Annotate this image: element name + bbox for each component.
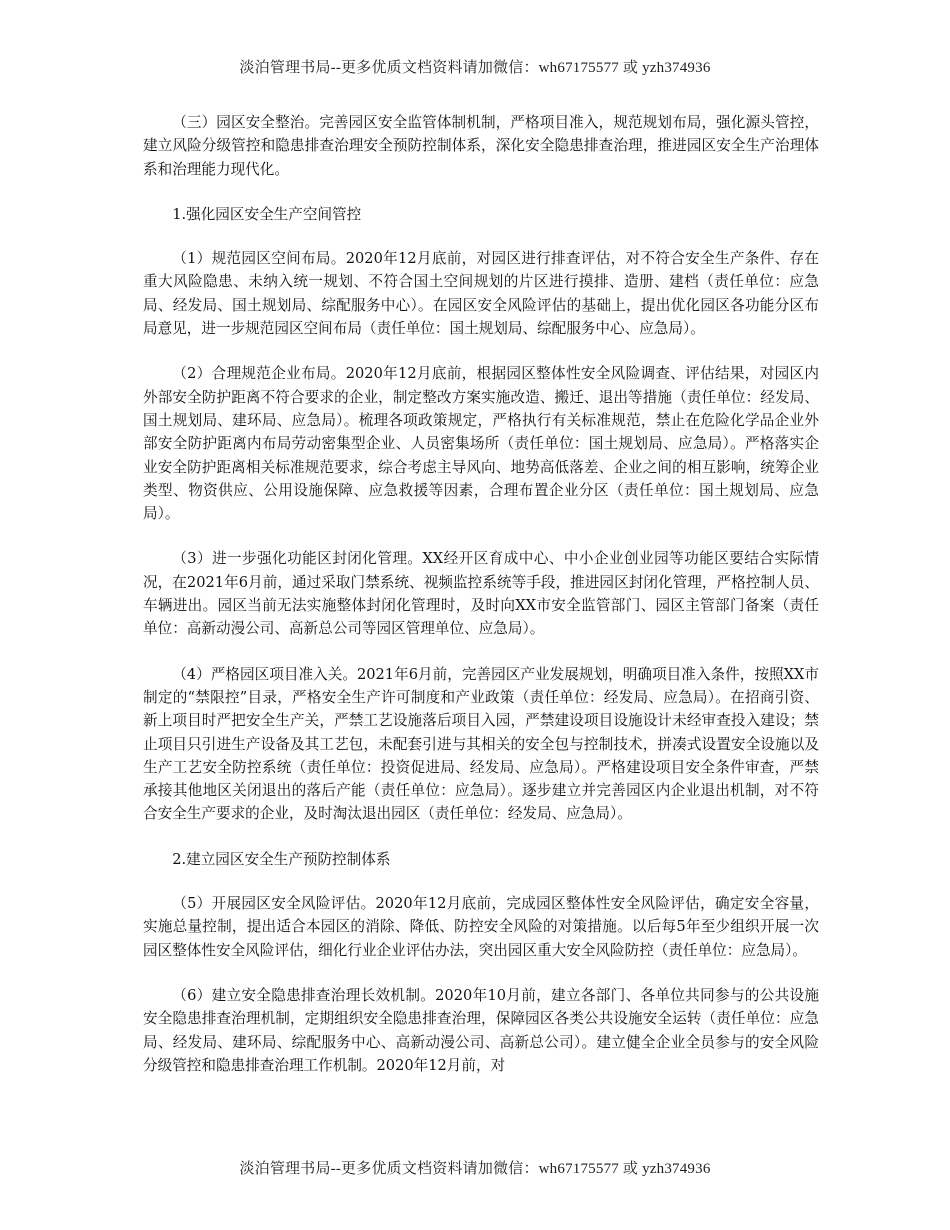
body-paragraph: （3）进一步强化功能区封闭化管理。XX经开区育成中心、中小企业创业园等功能区要结合实际情况，在2021年6月前，通过采取门禁系统、视频监控系统等手段，推进园区封闭化管理，严格控制人员、车辆进出。园区当前无法实施整体封闭化管理时，及时向XX市安全监管部门、园区主管部门备案（责任单位：高新动漫公司、高新总公司等园区管理单位、应急局）。 (143, 550, 819, 638)
page-header: 淡泊管理书局--更多优质文档资料请加微信：wh67175577 或 yzh374936 (239, 60, 711, 76)
document-body (143, 111, 819, 1099)
body-paragraph: （1）规范园区空间布局。2020年12月底前，对园区进行排查评估，对不符合安全生产条件、存在重大风险隐患、未纳入统一规划、不符合国土空间规划的片区进行摸排、造册、建档（责任单位：应急局、经发局、国土规划局、综配服务中心）。在园区安全风险评估的基础上，提出优化园区各功能分区布局意见，进一步规范园区空间布局（责任单位：国土规划局、综配服务中心、应急局）。 (143, 250, 819, 338)
body-paragraph: （4）严格园区项目准入关。2021年6月前，完善园区产业发展规划，明确项目准入条件，按照XX市制定的“禁限控”目录，严格安全生产许可制度和产业政策（责任单位：经发局、应急局）。在招商引资、新上项目时严把安全生产关，严禁工艺设施落后项目入园，严禁建设项目设施设计未经审查投入建设；禁止项目只引进生产设备及其工艺包，未配套引进与其相关的安全包与控制技术，拼凑式设置安全设施以及生产工艺安全防控系统（责任单位：投资促进局、经发局、应急局）。严格建设项目安全条件审查，严禁承接其他地区关闭退出的落后产能（责任单位：应急局）。逐步建立并完善园区内企业退出机制，对不符合安全生产要求的企业，及时淘汰退出园区（责任单位：经发局、应急局）。 (143, 665, 819, 823)
section-paragraph: （三）园区安全整治。完善园区安全监管体制机制，严格项目准入，规范规划布局，强化源头管控，建立风险分级管控和隐患排查治理安全预防控制体系，深化安全隐患排查治理，推进园区安全生产治理体系和治理能力现代化。 (143, 114, 819, 178)
page-footer: 淡泊管理书局--更多优质文档资料请加微信：wh67175577 或 yzh374936 (239, 1161, 711, 1177)
subsection-heading: 1.强化园区安全生产空间管控 (172, 205, 362, 223)
body-paragraph: （2）合理规范企业布局。2020年12月底前，根据园区整体性安全风险调查、评估结果，对园区内外部安全防护距离不符合要求的企业，制定整改方案实施改造、搬迁、退出等措施（责任单位：经发局、国土规划局、建环局、应急局）。梳理各项政策规定，严格执行有关标准规范，禁止在危险化学品企业外部安全防护距离内布局劳动密集型企业、人员密集场所（责任单位：国土规划局、应急局）。严格落实企业安全防护距离相关标准规范要求，综合考虑主导风向、地势高低落差、企业之间的相互影响，统筹企业类型、物资供应、公用设施保障、应急救援等因素，合理布置企业分区（责任单位：国土规划局、应急局）。 (143, 365, 819, 523)
body-paragraph: （5）开展园区安全风险评估。2020年12月底前，完成园区整体性安全风险评估，确定安全容量，实施总量控制，提出适合本园区的消除、降低、防控安全风险的对策措施。以后每5年至少组织开展一次园区整体性安全风险评估，细化行业企业评估办法，突出园区重大安全风险防控（责任单位：应急局）。 (143, 895, 819, 959)
body-paragraph: （6）建立安全隐患排查治理长效机制。2020年10月前，建立各部门、各单位共同参与的公共设施安全隐患排查治理机制，定期组织安全隐患排查治理，保障园区各类公共设施安全运转（责任单位：应急局、经发局、建环局、综配服务中心、高新动漫公司、高新总公司）。建立健全企业全员参与的安全风险分级管控和隐患排查治理工作机制。2020年12月前，对 (143, 986, 819, 1074)
subsection-heading: 2.建立园区安全生产预防控制体系 (172, 850, 391, 868)
